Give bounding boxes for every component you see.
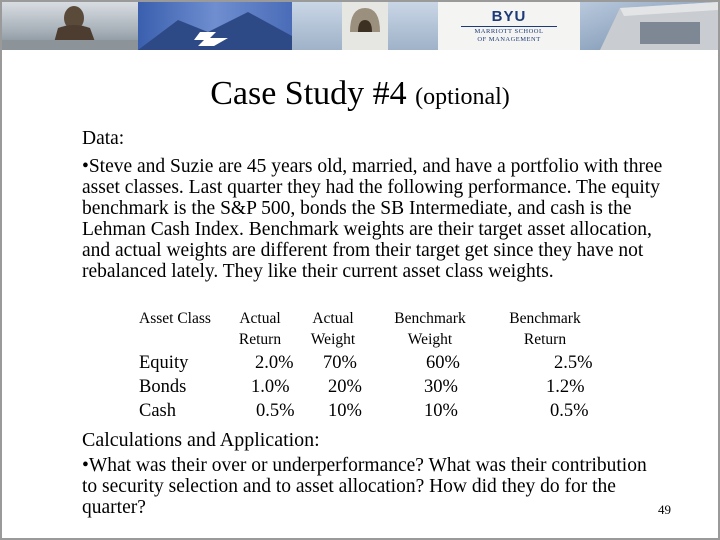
header-benchmark-return: Benchmark Return xyxy=(509,310,581,348)
cell-actual-weight: 10% xyxy=(328,401,362,421)
cell-benchmark-return: 1.2% xyxy=(546,377,585,397)
logo-byu: BYU xyxy=(491,7,527,25)
cell-benchmark-weight: 60% xyxy=(426,353,460,373)
y-mountain-image xyxy=(138,2,292,50)
logo-school: MARRIOTT SCHOOL xyxy=(474,27,544,35)
cell-benchmark-weight: 10% xyxy=(424,401,458,421)
cell-actual-return: 1.0% xyxy=(251,377,290,397)
logo-management: OF MANAGEMENT xyxy=(477,35,541,43)
cell-actual-weight: 70% xyxy=(323,353,357,373)
header-actual-weight: Actual Weight xyxy=(310,310,356,348)
header-benchmark-weight: Benchmark Weight xyxy=(394,310,466,348)
header-actual-return: Actual Return xyxy=(238,310,282,348)
cell-actual-return: 0.5% xyxy=(256,401,295,421)
building-image xyxy=(580,2,718,50)
cell-asset: Cash xyxy=(139,401,176,421)
cell-asset: Equity xyxy=(139,353,189,373)
byu-logo xyxy=(438,2,580,50)
data-heading: Data: xyxy=(82,128,125,149)
title-main: Case Study #4 xyxy=(210,75,407,112)
cell-asset: Bonds xyxy=(139,377,187,397)
bell-tower-image xyxy=(292,2,438,50)
cell-benchmark-return: 0.5% xyxy=(550,401,589,421)
header-asset-class: Asset Class xyxy=(139,310,211,327)
performance-table xyxy=(2,308,718,424)
cell-actual-return: 2.0% xyxy=(255,353,294,373)
data-paragraph: •Steve and Suzie are 45 years old, married, and have a portfolio with three asset classes. Last quarter they had the following performance. The equity benchmark is the S&P 500, bonds the SB Intermediate, and cash is the Lehman Cash Index. Benchmark weights are their target asset allocation, and actual weights are different from their target get since they have not rebalanced lately. They like their current asset class weights. xyxy=(82,156,663,282)
cell-benchmark-return: 2.5% xyxy=(554,353,593,373)
calculations-paragraph: •What was their over or underperformance? What was their contribution to security selection and to asset allocation? How did they do for the quarter? xyxy=(82,455,647,518)
page-number: 49 xyxy=(658,502,671,517)
cell-benchmark-weight: 30% xyxy=(424,377,458,397)
calculations-heading: Calculations and Application: xyxy=(82,429,320,451)
statue-image xyxy=(2,2,138,50)
header-banner xyxy=(2,2,718,50)
title-sub: (optional) xyxy=(415,84,510,110)
slide-title xyxy=(2,75,718,116)
cell-actual-weight: 20% xyxy=(328,377,362,397)
